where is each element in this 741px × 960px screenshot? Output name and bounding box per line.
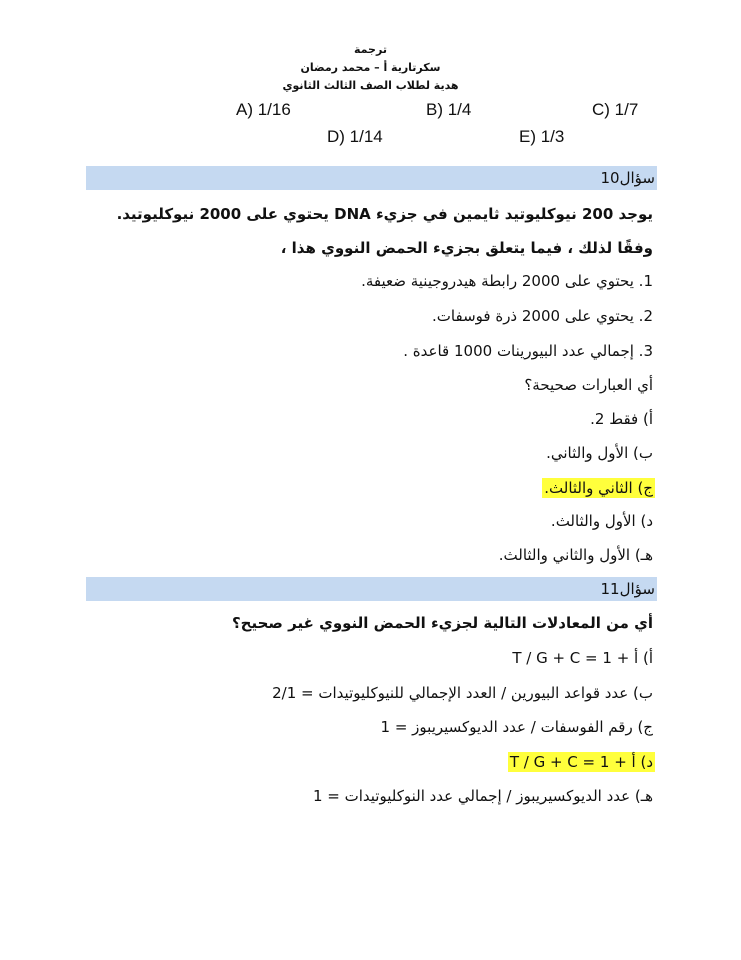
q10-option-a: أ) فقط 2. [590,410,653,428]
q10-option-e: هـ) الأول والثاني والثالث. [498,546,653,564]
prev-option-e: E) 1/3 [519,127,565,146]
q10-option-c-highlighted: ج) الثاني والثالث. [544,479,653,497]
q10-section-bar [86,166,657,190]
q11-option-b: ب) عدد قواعد البيورين / العدد الإجمالي للنيوكليوتيدات = 2/1 [272,684,653,702]
q10-stem-2: وفقًا لذلك ، فيما يتعلق بجزيء الحمض النووي هذا ، [280,239,653,257]
q11-section-bar [86,577,657,601]
q11-stem: أي من المعادلات التالية لجزيء الحمض النووي غير صحيح؟ [231,614,653,632]
q10-statement-3: 3. إجمالي عدد البيورينات 1000 قاعدة . [403,342,653,360]
q10-statement-2: 2. يحتوي على 2000 ذرة فوسفات. [432,307,653,325]
q11-option-e: هـ) عدد الديوكسيريبوز / إجمالي عدد النوكليوتيدات = 1 [312,787,653,805]
q10-title: سؤال10 [600,169,655,187]
prev-option-d: D) 1/14 [327,127,383,146]
q10-option-b: ب) الأول والثاني. [546,444,653,462]
q10-statement-1: 1. يحتوي على 2000 رابطة هيدروجينية ضعيفة. [361,272,653,290]
prev-option-c: C) 1/7 [592,100,639,119]
q11-option-c: ج) رقم الفوسفات / عدد الديوكسيريبوز = 1 [380,718,653,736]
header-line-2: سكرتارية أ – محمد رمضان [300,61,441,74]
prev-option-a: A) 1/16 [236,100,291,119]
q10-option-d: د) الأول والثالث. [550,512,653,530]
q10-question: أي العبارات صحيحة؟ [524,376,653,394]
q11-option-a: أ) أ + T / G + C = 1 [512,649,653,667]
prev-option-b: B) 1/4 [426,100,472,119]
q11-option-d-highlighted: د) أ + T / G + C = 1 [509,753,653,771]
header-line-1: ترجمة [354,43,387,56]
header-line-3: هدية لطلاب الصف الثالث الثانوي [282,79,459,92]
q10-stem-1: يوجد 200 نيوكليوتيد ثايمين في جزيء DNA يحتوي على 2000 نيوكليوتيد. [116,205,653,223]
q11-title: سؤال11 [600,580,655,598]
